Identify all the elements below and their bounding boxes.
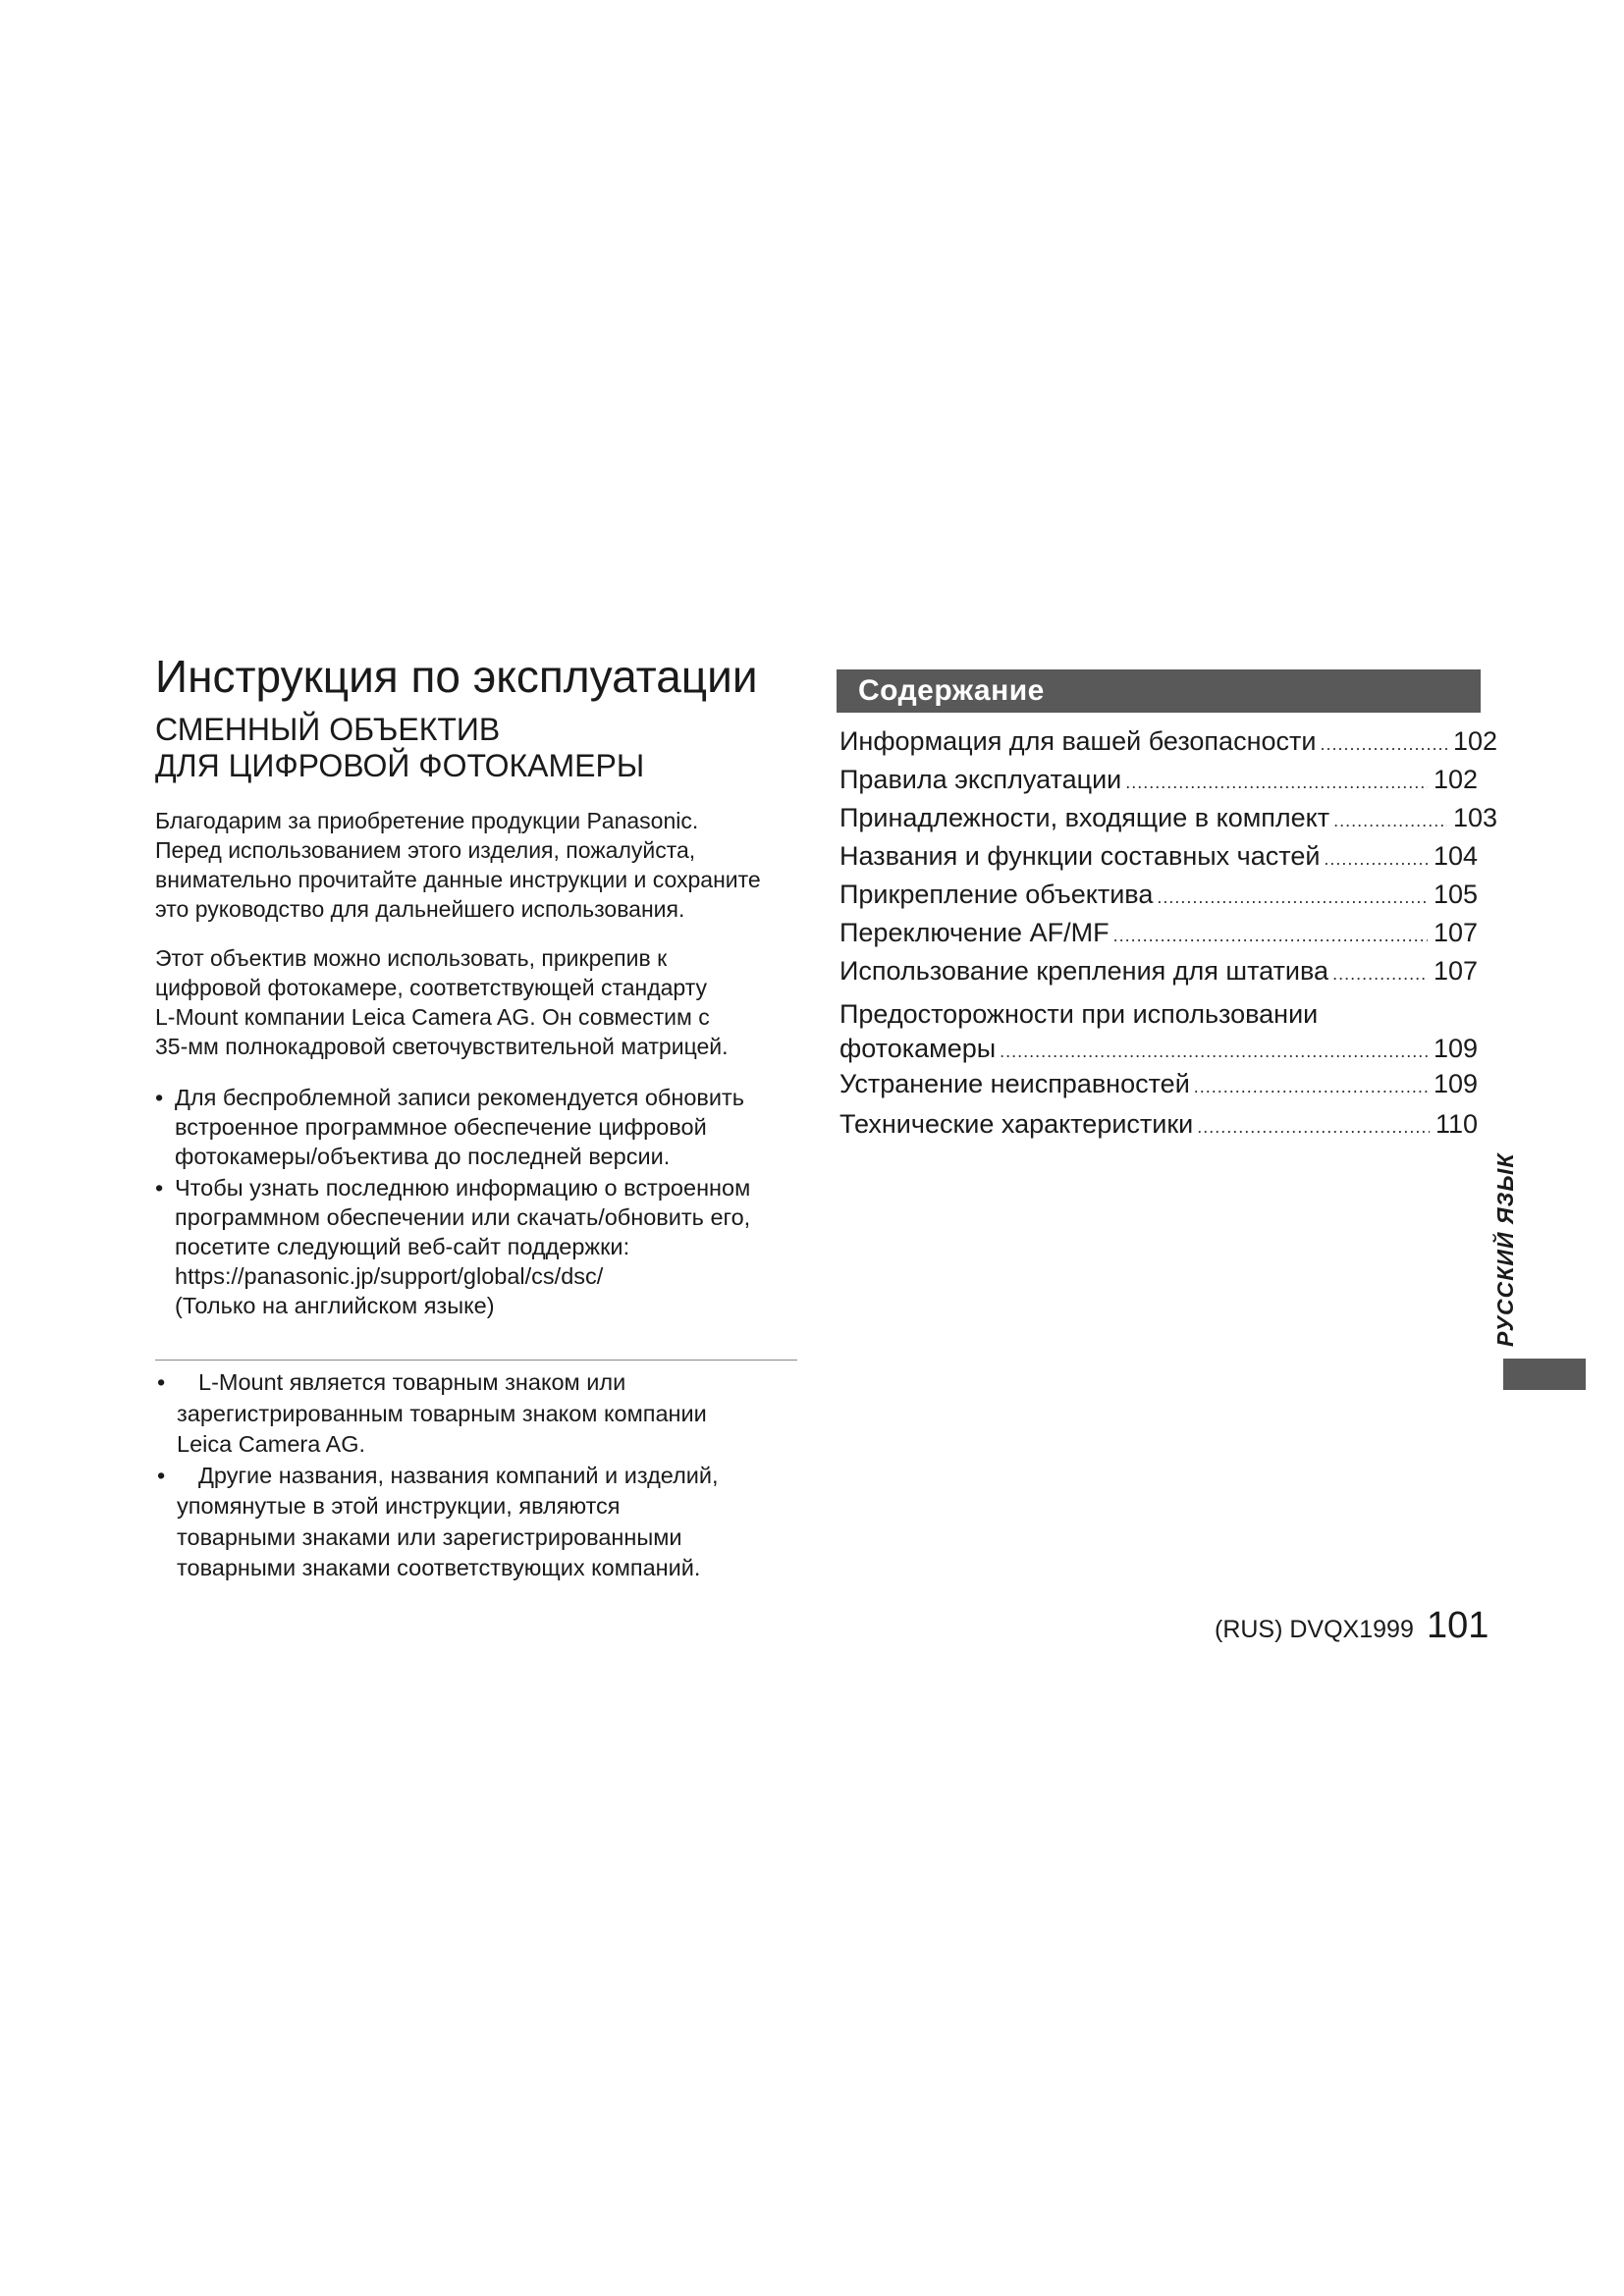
toc-item-title: Информация для вашей безопасности [839,726,1317,756]
toc-item-title: Устранение неисправностей [839,1069,1190,1098]
document-title: Инструкция по эксплуатации [155,651,758,702]
text-line: • Чтобы узнать последнюю информацию о встроенном [175,1175,751,1201]
intro-paragraph [155,806,803,924]
intro-text [155,806,803,1320]
text-line: Благодарим за приобретение продукции Panasonic. [155,808,699,833]
text-line: зарегистрированным товарным знаком компании [177,1400,707,1426]
text-line: (Только на английском языке) [175,1293,495,1318]
dot-leader [1000,1035,1428,1068]
toc-header: Содержание [837,669,1481,713]
dot-leader [1194,1068,1428,1106]
support-url[interactable]: https://panasonic.jp/support/global/cs/dsc/ [175,1263,604,1289]
dot-leader [1333,802,1447,840]
subtitle-line: ДЛЯ ЦИФРОВОЙ ФОТОКАМЕРЫ [155,748,645,783]
bullet-item [155,1173,803,1320]
text-line: посетите следующий веб-сайт поддержки: [175,1234,630,1259]
document-code: (RUS) DVQX1999 [1215,1616,1414,1643]
toc-item-title: Названия и функции составных частей [839,841,1321,871]
text-line: встроенное программное обеспечение цифровой [175,1114,707,1140]
toc-item[interactable] [839,914,1497,952]
trademark-item [155,1461,803,1584]
text-line: Leica Camera AG. [177,1431,366,1457]
toc-item-title: Принадлежности, входящие в комплект [839,803,1330,832]
product-subtitle [155,712,644,784]
toc-item-title: Технические характеристики [839,1109,1194,1139]
toc-item-title: Предосторожности при использовании [839,999,1319,1029]
text-line: Перед использованием этого изделия, пожалуйста, [155,837,696,863]
toc-item[interactable] [839,1105,1497,1144]
text-line: • Для беспроблемной записи рекомендуется обновить [175,1085,745,1110]
toc-item-title: Переключение AF/MF [839,918,1110,947]
table-of-contents [839,722,1497,1144]
text-line: Этот объектив можно использовать, прикрепив к [155,945,668,971]
toc-item-page: 109 [1433,1069,1478,1098]
language-side-label [1492,1152,1532,1348]
toc-item[interactable] [839,837,1497,876]
dot-leader [1320,725,1446,764]
subtitle-line: СМЕННЫЙ ОБЪЕКТИВ [155,712,501,747]
dot-leader [1332,955,1428,993]
toc-item[interactable] [839,876,1497,914]
toc-item-title: Использование крепления для штатива [839,956,1329,986]
toc-item-page: 103 [1452,803,1497,832]
text-line: товарными знаками соответствующих компаний. [177,1555,701,1580]
intro-paragraph [155,943,803,1061]
toc-item[interactable] [839,799,1497,837]
text-line: фотокамеры/объектива до последней версии. [175,1144,671,1169]
toc-item[interactable] [839,952,1497,990]
text-line: • L-Mount является товарным знаком или [198,1369,626,1395]
text-line: цифровой фотокамере, соответствующей стандарту [155,975,708,1000]
dot-leader [1197,1108,1430,1147]
toc-item-page: 107 [1433,918,1478,947]
toc-item-page: 102 [1452,726,1497,756]
toc-item-title: Прикрепление объектива [839,880,1154,909]
dot-leader [1324,840,1428,879]
toc-item-page: 105 [1433,880,1478,909]
language-label-text: РУССКИЙ ЯЗЫК [1492,1152,1518,1347]
firmware-notes [155,1083,803,1320]
page-number: 101 [1427,1605,1489,1646]
toc-item-title: Правила эксплуатации [839,765,1122,794]
text-line: 35-мм полнокадровой светочувствительной матрицей. [155,1034,729,1059]
dot-leader [1113,917,1428,955]
dot-leader [1125,764,1428,802]
toc-item-page: 109 [1433,1034,1478,1063]
text-line: это руководство для дальнейшего использования. [155,896,685,922]
toc-item-page: 102 [1433,765,1478,794]
text-line: • Другие названия, названия компаний и изделий, [198,1462,719,1488]
toc-item[interactable] [839,1065,1497,1103]
toc-item-page: 110 [1435,1109,1478,1139]
toc-item[interactable] [839,996,1497,1065]
toc-item-page: 104 [1433,841,1478,871]
trademark-notes [155,1367,803,1584]
text-line: товарными знаками или зарегистрированными [177,1523,682,1550]
toc-item[interactable] [839,722,1497,761]
bullet-item [155,1083,803,1171]
text-line: L-Mount компании Leica Camera AG. Он совместим с [155,1004,710,1030]
dot-leader [1157,879,1428,917]
toc-item-page: 107 [1433,956,1478,986]
text-line: внимательно прочитайте данные инструкции и сохраните [155,867,761,892]
divider [155,1360,797,1361]
language-tab-marker [1503,1359,1586,1390]
toc-item[interactable] [839,761,1497,799]
text-line: программном обеспечении или скачать/обновить его, [175,1204,751,1230]
text-line: упомянутые в этой инструкции, являются [177,1493,621,1519]
toc-item-title: фотокамеры [839,1034,997,1063]
trademark-item [155,1367,803,1461]
